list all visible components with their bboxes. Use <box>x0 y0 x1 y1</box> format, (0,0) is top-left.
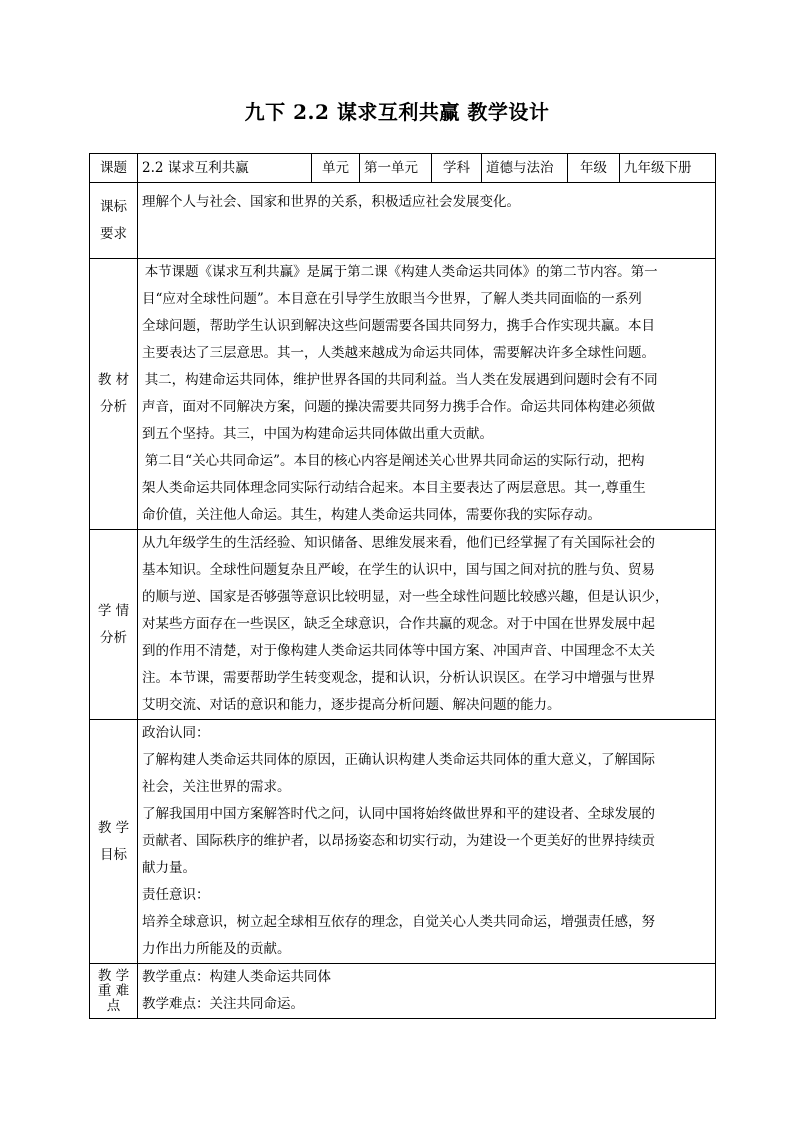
key-point-line: 教学重点：构建人类命运共同体 <box>142 969 331 985</box>
textbook-line: 其二，构建命运共同体，维护世界各国的共同利益。当人类在发展遇到问题时会有不同 <box>144 372 658 388</box>
student-line: 的顺与逆、国家是否够强等意识比较明显，对一些全球性问题比较感兴趣，但是认识少， <box>142 589 669 605</box>
teaching-goals-label-line-2: 目标 <box>100 846 127 863</box>
unit-label: 单元 <box>312 154 360 183</box>
standard-label <box>90 183 138 259</box>
student-analysis-text <box>138 530 716 720</box>
key-points-label-line-1: 教 学 <box>97 967 130 984</box>
page-title: 九下 2.2 谋求互利共赢 教学设计 <box>244 100 550 124</box>
textbook-line: 声音，面对不同解决方案，问题的操决需要共同努力携手合作。命运共同体构建必须做 <box>142 399 655 415</box>
unit-value: 第一单元 <box>360 154 432 183</box>
key-points-label <box>90 964 138 1019</box>
goal-line: 了解构建人类命运共同体的原因，正确认识构建人类命运共同体的重大意义，了解国际 <box>142 752 655 768</box>
standard-text: 理解个人与社会、国家和世界的关系，积极适应社会发展变化。 <box>138 183 716 259</box>
goal-line: 献力量。 <box>142 860 196 876</box>
key-points-row <box>90 964 716 1019</box>
topic-label: 课题 <box>90 154 138 183</box>
textbook-line: 第二目“关心共同命运”。本目的核心内容是阐述关心世界共同命运的实际行动，把构 <box>144 453 645 469</box>
textbook-line: 到五个坚持。其三，中国为构建命运共同体做出重大贡献。 <box>142 426 493 442</box>
student-analysis-label-line-1: 学 情 <box>97 602 130 619</box>
difficulty-line: 教学难点：关注共同命运。 <box>142 996 304 1012</box>
subject-value: 道德与法治 <box>482 154 568 183</box>
teaching-goals-label <box>90 720 138 964</box>
textbook-line: 本节课题《谋求互利共赢》是属于第二课《构建人类命运共同体》的第二节内容。第一 <box>144 264 658 280</box>
goal-line: 力作出力所能及的贡献。 <box>142 941 291 957</box>
student-line: 注。本节课，需要帮助学生转变观念，提和认识，分析认识误区。在学习中增强与世界 <box>142 670 655 686</box>
textbook-line: 全球问题，帮助学生认识到解决这些问题需要各国共同努力，携手合作实现共赢。本目 <box>142 318 655 334</box>
standard-row <box>90 183 716 259</box>
lesson-plan-table <box>89 153 716 1019</box>
key-points-text <box>138 964 716 1019</box>
goal-line: 社会，关注世界的需求。 <box>142 779 291 795</box>
textbook-analysis-row <box>90 259 716 530</box>
topic-value: 2.2 谋求互利共赢 <box>138 154 312 183</box>
goal-line: 了解我国用中国方案解答时代之问，认同中国将始终做世界和平的建设者、全球发展的 <box>142 806 655 822</box>
student-line: 从九年级学生的生活经验、知识储备、思维发展来看，他们已经掌握了有关国际社会的 <box>142 535 655 551</box>
student-line: 基本知识。全球性问题复杂且严峻，在学生的认识中，国与国之间对抗的胜与负、贸易 <box>142 562 655 578</box>
textbook-line: 主要表达了三层意思。其一，人类越来越成为命运共同体，需要解决许多全球性问题。 <box>142 345 655 361</box>
textbook-analysis-label <box>90 259 138 530</box>
teaching-goals-text <box>138 720 716 964</box>
teaching-goals-row <box>90 720 716 964</box>
teaching-goals-label-line-1: 教 学 <box>97 819 130 836</box>
student-line: 对某些方面存在一些误区，缺乏全球意识，合作共赢的观念。对于中国在世界发展中起 <box>142 616 655 632</box>
goal-line: 政治认同： <box>142 725 210 741</box>
goal-line: 责任意识： <box>142 887 210 903</box>
textbook-line: 架人类命运共同体理念同实际行动结合起来。本目主要表达了两层意思。其一,尊重生 <box>142 480 646 496</box>
student-analysis-label-line-2: 分析 <box>100 629 127 646</box>
student-line: 到的作用不清楚，对于像构建人类命运共同体等中国方案、冲国声音、中国理念不太关 <box>142 643 655 659</box>
textbook-line: 命价值，关注他人命运。其生，构建人类命运共同体，需要你我的实际存动。 <box>142 507 601 523</box>
header-row <box>90 154 716 183</box>
goal-line: 贡献者、国际秩序的维护者，以昂扬姿态和切实行动，为建设一个更美好的世界持续贡 <box>142 833 655 849</box>
student-analysis-row <box>90 530 716 720</box>
student-line: 艾明交流、对话的意识和能力，逐步提高分析问题、解决问题的能力。 <box>142 697 561 713</box>
textbook-analysis-label-line-1: 教 材 <box>97 372 130 388</box>
grade-label: 年级 <box>568 154 620 183</box>
student-analysis-label <box>90 530 138 720</box>
textbook-analysis-text <box>138 259 716 530</box>
standard-label-line-2: 要求 <box>100 225 127 242</box>
key-points-label-line-2: 重 难 <box>97 982 130 999</box>
textbook-line: 目“应对全球性问题”。本目意在引导学生放眼当今世界，了解人类共同面临的一系列 <box>142 291 642 307</box>
subject-label: 学科 <box>432 154 482 183</box>
textbook-analysis-label-line-2: 分析 <box>100 399 127 415</box>
grade-value: 九年级下册 <box>620 154 716 183</box>
key-points-label-line-3: 点 <box>106 997 121 1014</box>
standard-label-line-1: 课标 <box>100 198 127 215</box>
goal-line: 培养全球意识，树立起全球相互依存的理念，自觉关心人类共同命运，增强责任感，努 <box>142 914 655 930</box>
